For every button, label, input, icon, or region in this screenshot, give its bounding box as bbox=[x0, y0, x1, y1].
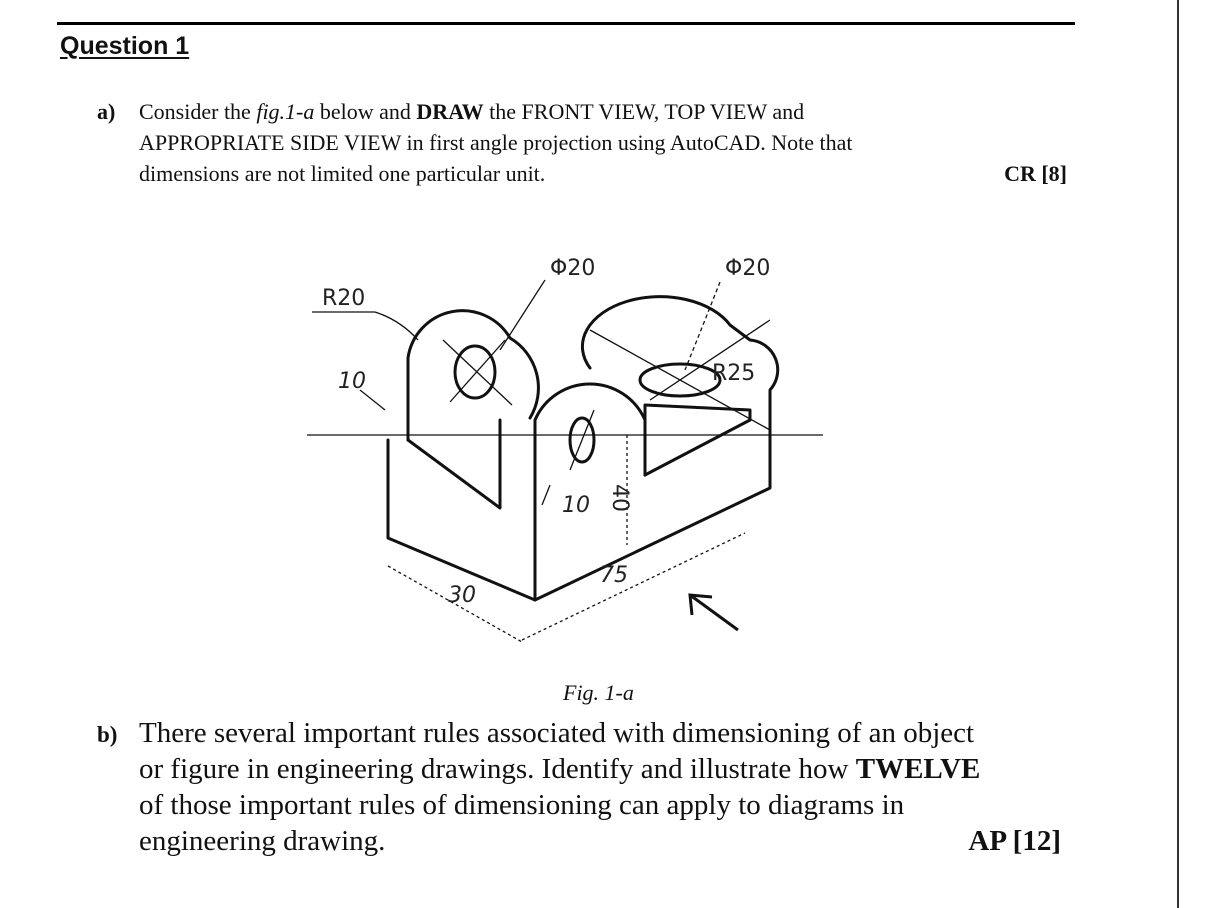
part-b-line-3: of those important rules of dimensioning can apply to diagrams in bbox=[139, 789, 905, 821]
seventy-five-dim-line bbox=[522, 533, 745, 640]
label-seventy-five: 75 bbox=[600, 563, 628, 588]
draw-keyword: DRAW bbox=[416, 99, 484, 124]
ten-mid-leader bbox=[542, 485, 550, 505]
view-direction-arrow bbox=[690, 595, 738, 630]
label-r20: R20 bbox=[322, 286, 366, 311]
phi20-left-leader bbox=[500, 280, 545, 350]
part-b-line-2-text: or figure in engineering drawings. Identify and illustrate how bbox=[139, 753, 856, 785]
part-b-line-4: engineering drawing. bbox=[139, 825, 386, 857]
left-hole-centerline-1 bbox=[443, 340, 512, 405]
label-thirty: 30 bbox=[448, 583, 476, 608]
part-a-line-3: dimensions are not limited one particular unit. bbox=[139, 161, 546, 186]
question-title: Question 1 bbox=[60, 32, 190, 60]
part-a-line-2: APPROPRIATE SIDE VIEW in first angle projection using AutoCAD. Note that bbox=[139, 130, 853, 155]
part-a-label: a) bbox=[97, 99, 116, 124]
part-a-line-1-text-3: the FRONT VIEW, TOP VIEW and bbox=[483, 99, 805, 124]
figure-caption: Fig. 1-a bbox=[563, 680, 634, 705]
left-hole-centerline-2 bbox=[450, 340, 505, 402]
isometric-drawing bbox=[300, 240, 830, 660]
right-border bbox=[1177, 0, 1179, 908]
figure-reference: fig.1-a bbox=[256, 99, 315, 124]
slot-base-edge bbox=[645, 420, 750, 475]
label-ten-top: 10 bbox=[338, 369, 366, 394]
part-a-line-1 bbox=[139, 96, 1069, 127]
part-b-line-1: There several important rules associated with dimensioning of an object bbox=[139, 717, 975, 749]
r20-leader bbox=[375, 312, 418, 340]
top-rule bbox=[57, 22, 1075, 25]
label-forty: 40 bbox=[607, 484, 632, 512]
part-b-line-2 bbox=[139, 751, 1069, 787]
part-a-marks: CR [8] bbox=[1004, 161, 1067, 186]
right-hole-centerline-2 bbox=[650, 320, 770, 400]
twelve-keyword: TWELVE bbox=[855, 753, 981, 785]
label-r25: R25 bbox=[712, 361, 756, 386]
left-upright-inner bbox=[408, 420, 500, 508]
part-b-marks: AP [12] bbox=[968, 825, 1061, 857]
slot-inner bbox=[645, 405, 750, 475]
part-b-label: b) bbox=[97, 722, 118, 747]
label-phi20-right: Φ20 bbox=[725, 256, 771, 281]
part-a-line-1-text-1: Consider the bbox=[139, 99, 257, 124]
part-a-line-1-text-2: below and bbox=[314, 99, 417, 124]
label-phi20-left: Φ20 bbox=[550, 256, 596, 281]
label-ten-mid: 10 bbox=[562, 493, 590, 518]
part-a-text bbox=[139, 96, 1069, 189]
isometric-figure bbox=[300, 240, 830, 665]
part-b-text bbox=[139, 715, 1069, 859]
